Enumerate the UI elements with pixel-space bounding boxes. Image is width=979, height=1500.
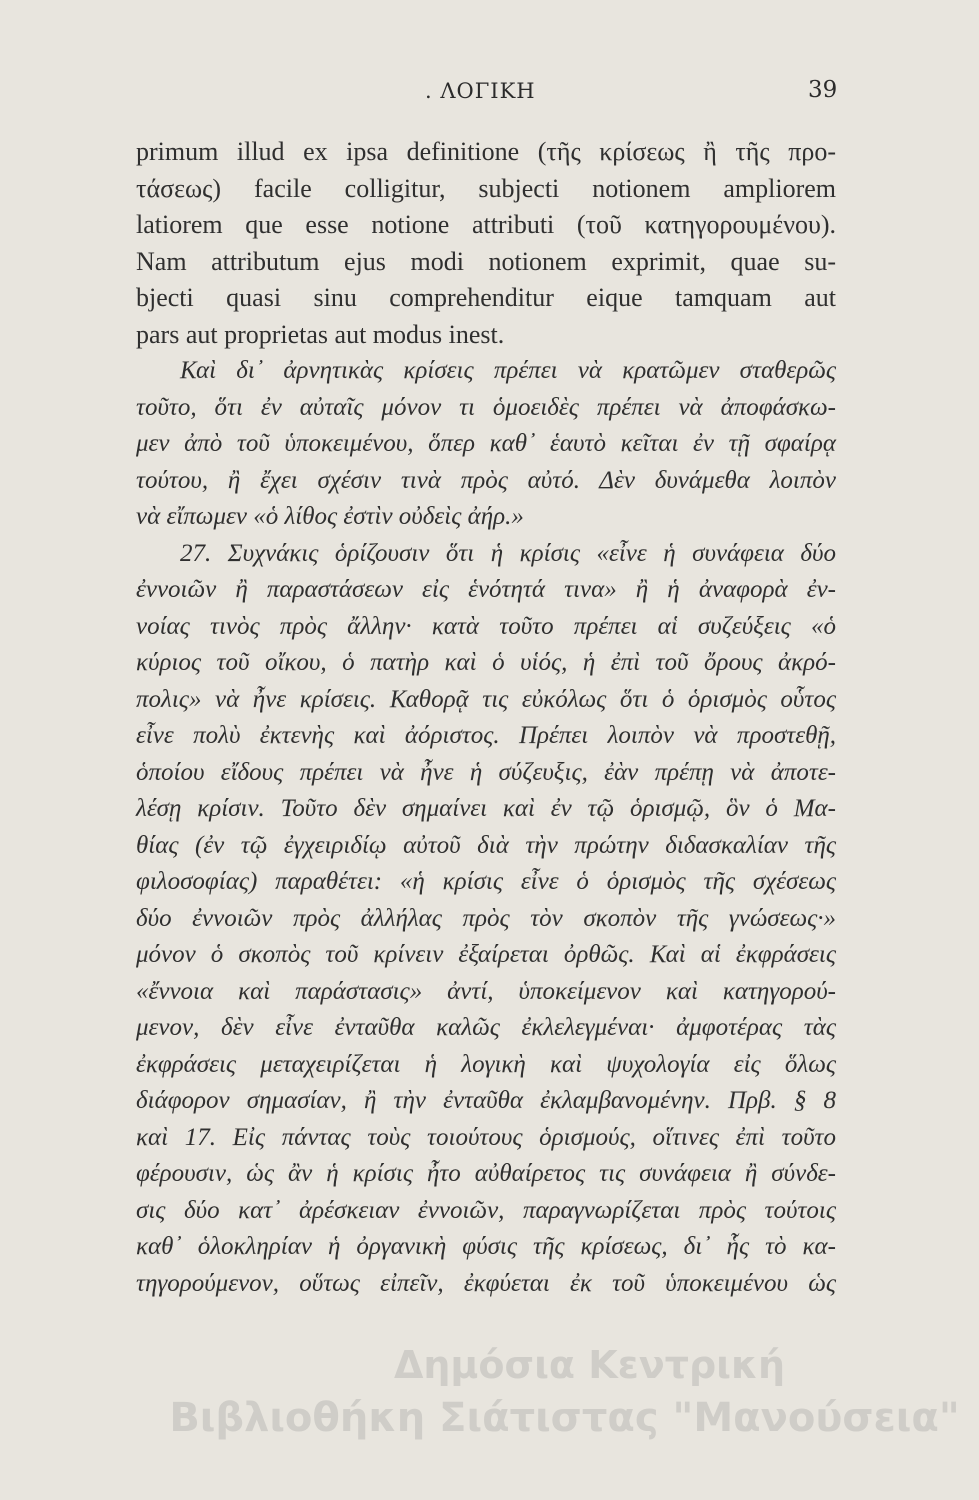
text-line: «ἔννοια καὶ παράστασις» ἀντί, ὑποκείμενον καὶ κατηγορού-: [136, 977, 836, 1005]
text-line: καὶ 17. Εἰς πάντας τοὺς τοιούτους ὁρισμούς, οἵτινες ἐπὶ τοῦτο: [136, 1123, 836, 1151]
text-line: Nam attributum ejus modi notionem exprimit, quae su-: [136, 246, 836, 276]
text-line: 27. Συχνάκις ὁρίζουσιν ὅτι ἡ κρίσις «εἶνε ἡ συνάφεια δύο: [180, 539, 836, 567]
page-number: 39: [808, 77, 838, 103]
watermark-line: Βιβλιοθήκη Σιάτιστας "Μανούσεια": [169, 1395, 960, 1441]
text-line: εἶνε πολὺ ἐκτενὴς καὶ ἀόριστος. Πρέπει λοιπὸν νὰ προστεθῇ,: [136, 722, 836, 749]
text-line: καθ᾽ ὁλοκληρίαν ἡ ὀργανικὴ φύσις τῆς κρίσεως, δι᾽ ἧς τὸ κα-: [136, 1233, 836, 1260]
text-line: δύο ἐννοιῶν πρὸς ἀλλήλας πρὸς τὸν σκοπὸν τῆς γνώσεως·»: [136, 904, 836, 932]
text-line: ἐννοιῶν ἢ παραστάσεων εἰς ἑνότητά τινα» ἢ ἡ ἀναφορὰ ἐν-: [136, 576, 836, 603]
text-line: φιλοσοφίας) παραθέτει: «ἡ κρίσις εἶνε ὁ ὁρισμὸς τῆς σχέσεως: [136, 868, 836, 895]
text-line: θίας (ἐν τῷ ἐγχειριδίῳ αὐτοῦ διὰ τὴν πρώτην διδασκαλίαν τῆς: [136, 831, 836, 859]
text-line: φέρουσιν, ὡς ἂν ἡ κρίσις ἦτο αὐθαίρετος τις συνάφεια ἢ σύνδε-: [136, 1160, 836, 1187]
text-line: νοίας τινὸς πρὸς ἄλλην· κατὰ τοῦτο πρέπει αἱ συζεύξεις «ὁ: [136, 612, 836, 640]
text-line: διάφορον σημασίαν, ἢ τὴν ἐνταῦθα ἐκλαμβανομένην. Πρβ. § 8: [136, 1087, 836, 1114]
text-line: ὁποίου εἴδους πρέπει νὰ ἦνε ἡ σύζευξις, ἐὰν πρέπῃ νὰ ἀποτε-: [136, 758, 836, 786]
text-line: bjecti quasi sinu comprehenditur eique tamquam aut: [136, 283, 836, 312]
text-line: πολις» νὰ ἦνε κρίσεις. Καθορᾷ τις εὐκόλως ὅτι ὁ ὁρισμὸς οὗτος: [136, 685, 836, 713]
text-line: primum illud ex ipsa definitione (τῆς κρίσεως ἢ τῆς προ-: [136, 137, 836, 166]
text-line: τοῦτο, ὅτι ἐν αὐταῖς μόνον τι ὁμοειδὲς πρέπει νὰ ἀποφάσκω-: [136, 393, 836, 421]
text-line: μεν ἀπὸ τοῦ ὑποκειμένου, ὅπερ καθ᾽ ἑαυτὸ κεῖται ἐν τῇ σφαίρᾳ: [136, 430, 836, 457]
watermark-line: Δημόσια Κεντρική: [393, 1343, 786, 1387]
text-line: νὰ εἴπωμεν «ὁ λίθος ἐστὶν οὐδεὶς ἀήρ.»: [136, 503, 524, 530]
library-watermark: [0, 1340, 979, 1446]
text-line: ἐκφράσεις μεταχειρίζεται ἡ λογικὴ καὶ ψυχολογία εἰς ὅλως: [136, 1050, 836, 1078]
text-line: λέσῃ κρίσιν. Τοῦτο δὲν σημαίνει καὶ ἐν τῷ ὁρισμῷ, ὃν ὁ Μα-: [136, 795, 836, 822]
text-line: latiorem que esse notione attributi (τοῦ κατηγορουμένου).: [136, 210, 836, 239]
page-header: [0, 75, 979, 115]
body-text: [136, 134, 836, 1302]
text-line: μόνον ὁ σκοπὸς τοῦ κρίνειν ἐξαίρεται ὀρθῶς. Καὶ αἱ ἐκφράσεις: [136, 941, 836, 968]
text-line: σις δύο κατ᾽ ἀρέσκειαν ἐννοιῶν, παραγνωρίζεται πρὸς τούτοις: [136, 1196, 836, 1224]
text-line: τηγορούμενον, οὕτως εἰπεῖν, ἐκφύεται ἐκ τοῦ ὑποκειμένου ὡς: [136, 1269, 836, 1297]
text-line: μενον, δὲν εἶνε ἐνταῦθα καλῶς ἐκλελεγμέναι· ἀμφοτέρας τὰς: [136, 1014, 836, 1041]
text-line: Καὶ δι᾽ ἀρνητικὰς κρίσεις πρέπει νὰ κρατῶμεν σταθερῶς: [180, 357, 836, 384]
text-line: pars aut proprietas aut modus inest.: [136, 319, 505, 349]
text-line: τούτου, ἢ ἔχει σχέσιν τινὰ πρὸς αὐτό. Δὲν δυνάμεθα λοιπὸν: [136, 466, 836, 494]
text-line: κύριος τοῦ οἴκου, ὁ πατὴρ καὶ ὁ υἱός, ἡ ἐπὶ τοῦ ὄρους ἀκρό-: [136, 649, 836, 676]
running-head: . ΛΟΓΙΚΗ: [425, 79, 536, 103]
text-line: τάσεως) facile colligitur, subjecti notionem ampliorem: [136, 173, 836, 203]
